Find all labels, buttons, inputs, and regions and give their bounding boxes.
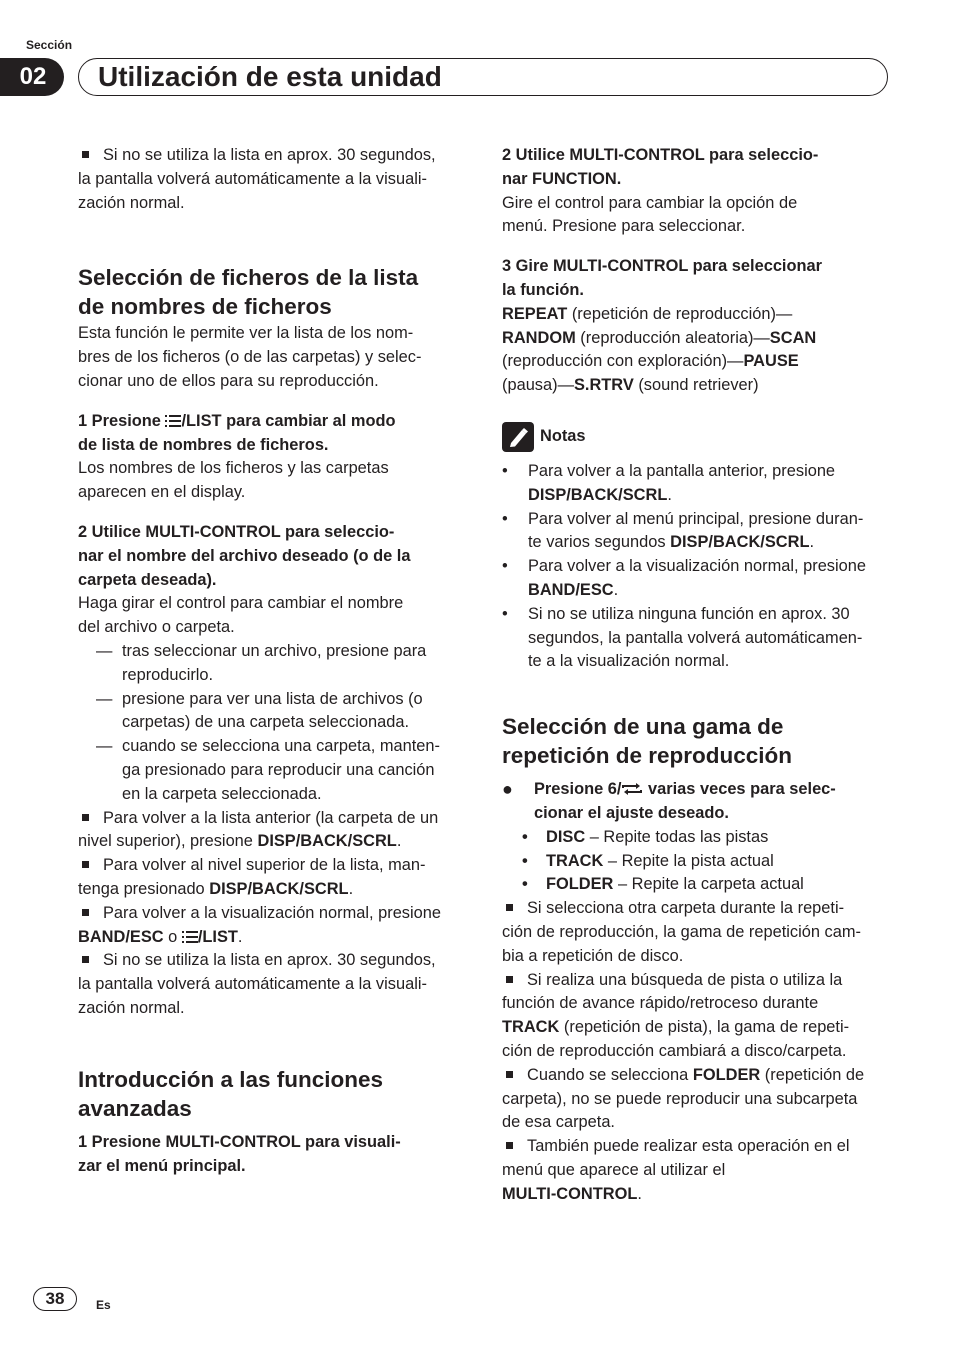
- function-list: REPEAT (repetición de reproducción)— RANDOM (reproducción aleatoria)—SCAN (reproducción con exploración)—PAUSE (pausa)—S.RTRV (sound retriever): [502, 304, 817, 395]
- square-bullet-icon: [506, 976, 513, 983]
- page-title: Utilización de esta unidad: [98, 61, 442, 92]
- square-bullet-icon: [82, 956, 89, 963]
- right-step3-heading: 3 Gire MULTI-CONTROL para seleccionar la función.: [502, 257, 823, 299]
- ficheros-description: Esta función le permite ver la lista de los nom- bres de los ficheros (o de las carpetas) y selec- cionar uno de ellos para su reproducción.: [78, 324, 422, 390]
- repeat-icon: [621, 782, 643, 796]
- nota-item: • Para volver al menú principal, presione duran- te varios segundos DISP/BACK/SCRL.: [502, 509, 864, 552]
- nota-item: • Para volver a la visualización normal, presione BAND/ESC.: [502, 557, 866, 599]
- seccion-label: Sección: [26, 38, 73, 52]
- gama-step: ● Presione 6/ varias veces para selec- cionar el ajuste deseado.: [502, 779, 836, 822]
- intro-note: Si no se utiliza la lista en aprox. 30 segundos, la pantalla volverá automáticamente a la visuali- zación normal.: [78, 146, 436, 212]
- square-bullet-icon: [506, 904, 513, 911]
- square-bullet-icon: [82, 909, 89, 916]
- left-column: Si no se utiliza la lista en aprox. 30 segundos, la pantalla volverá automáticamente a la visuali- zación normal. Selección de ficheros de la lista de nombres de ficheros Esta función le permite ver la lista de los nom- bres de los ficheros (o de las carpetas) y selec- cionar uno de ellos para su reproducción. 1 Presione /LIST para cambiar al modo de lista de nombres de ficheros. Los nombres de los ficheros y las carpetas aparecen en el display. 2 Utilice MULTI-CONTROL para seleccio- nar el nombre del archivo deseado (o de la carpeta deseada). Haga girar el control para cambiar el nombre del archivo o carpeta. — tras seleccionar un archivo, presione para reproducirlo. — presione para ver una lista de archivos (o carpetas) de una carpeta seleccionada. — cuando se selecciona una carpeta, manten- ga presionado para reproducir una canción en la carpeta seleccionada. Para volver a la lista anterior (la carpeta de un nivel superior), presione DISP/BACK/SCRL. Para volver al nivel superior de la lista, man- tenga presionado DISP/BACK/SCRL. Para volver a la visualización normal, presione BAND/ESC o /LIST. Si no se utiliza la lista en aprox. 30 segundos, la pantalla volverá automáticamente a la visuali- zación normal. Introducción a las funciones avanzadas 1 Presione MULTI-CONTROL para visuali- zar el menú principal.: [78, 144, 464, 1178]
- step2-heading: 2 Utilice MULTI-CONTROL para seleccio- nar el nombre del archivo deseado (o de la carpeta deseada).: [78, 522, 411, 589]
- page-number-badge: 38: [33, 1287, 77, 1311]
- note-item: Para volver a la visualización normal, presione: [78, 902, 464, 926]
- gama-note: Cuando se selecciona FOLDER (repetición de: [502, 1064, 890, 1088]
- square-bullet-icon: [82, 814, 89, 821]
- dash-item: — presione para ver una lista de archivos (o carpetas) de una carpeta seleccionada.: [96, 689, 423, 732]
- pencil-note-icon: [502, 422, 534, 452]
- note-item: Para volver al nivel superior de la lista, man-: [78, 854, 464, 878]
- gama-item: • DISC – Repite todas las pistas: [522, 827, 769, 846]
- adv-step1: 1 Presione MULTI-CONTROL para visuali- zar el menú principal.: [78, 1132, 401, 1175]
- square-bullet-icon: [506, 1071, 513, 1078]
- dash-item: — tras seleccionar un archivo, presione para reproducirlo.: [96, 641, 427, 684]
- gama-note: Si selecciona otra carpeta durante la repeti-: [502, 897, 890, 921]
- dash-item: — cuando se selecciona una carpeta, manten- ga presionado para reproducir una canción en la carpeta seleccionada.: [96, 737, 441, 803]
- language-label: Es: [96, 1298, 111, 1312]
- nota-item: • Para volver a la pantalla anterior, presione DISP/BACK/SCRL.: [502, 461, 836, 504]
- heading-seleccion-ficheros: Selección de ficheros de la lista de nombres de ficheros: [78, 265, 419, 320]
- note-item: Si no se utiliza la lista en aprox. 30 segundos,: [78, 949, 464, 973]
- gama-item: • TRACK – Repite la pista actual: [522, 851, 774, 870]
- gama-note: También puede realizar esta operación en el: [502, 1135, 890, 1159]
- gama-item: • FOLDER – Repite la carpeta actual: [522, 875, 804, 894]
- square-bullet-icon: [506, 1142, 513, 1149]
- square-bullet-icon: [82, 861, 89, 868]
- nota-item: • Si no se utiliza ninguna función en aprox. 30 segundos, la pantalla volverá automáticamen- te a la visualización normal.: [502, 604, 863, 671]
- square-bullet-icon: [82, 151, 89, 158]
- notas-header: Notas: [502, 422, 890, 452]
- heading-funciones-avanzadas: Introducción a las funciones avanzadas: [78, 1066, 384, 1121]
- note-item: Para volver a la lista anterior (la carpeta de un: [78, 807, 464, 831]
- right-column: 2 Utilice MULTI-CONTROL para seleccio- nar FUNCTION. Gire el control para cambiar la opción de menú. Presione para seleccionar. 3 Gire MULTI-CONTROL para seleccionar la función. REPEAT (repetición de reproducción)— RANDOM (reproducción aleatoria)—SCAN (reproducción con exploración)—PAUSE (pausa)—S.RTRV (sound retriever) Notas • Para volver a la pantalla anterior, presione DISP/BACK/SCRL. • Para volver al menú principal, presione duran- te varios segundos DISP/BACK/SCRL. • Para volver a la visualización normal, presione BAND/ESC. • Si no se utiliza ninguna función en aprox. 30 segundos, la pantalla volverá automáticamen- te a la visualización normal. Selección de una gama de repetición de reproducción ● Presione 6/ varias veces para selec- cionar el ajuste deseado. • DISC – Repite todas las pistas • TRACK – Repite la pista actual • FOLDER – Repite la carpeta actual Si selecciona otra carpeta durante la repeti- ción de reproducción, la gama de repetición cam- bia a repetición de disco. Si realiza una búsqueda de pista o utiliza la función de avance rápido/retroceso durante TRACK (repetición de pista), la gama de repeti- ción de reproducción cambiará a disco/carpeta. Cuando se selecciona FOLDER (repetición de carpeta), no se puede reproducir una subcarpeta de esa carpeta. También puede realizar esta operación en el menú que aparece al utilizar el MULTI-CONTROL.: [502, 144, 890, 1206]
- section-number-badge: 02: [0, 58, 64, 96]
- list-icon: [165, 414, 181, 428]
- right-step2-heading: 2 Utilice MULTI-CONTROL para seleccio- nar FUNCTION.: [502, 146, 819, 188]
- list-icon: [182, 930, 198, 944]
- step1-heading: 1 Presione /LIST para cambiar al modo: [78, 411, 396, 430]
- heading-gama-repeticion: Selección de una gama de repetición de reproducción: [502, 714, 793, 769]
- gama-note: Si realiza una búsqueda de pista o utiliza la: [502, 969, 890, 993]
